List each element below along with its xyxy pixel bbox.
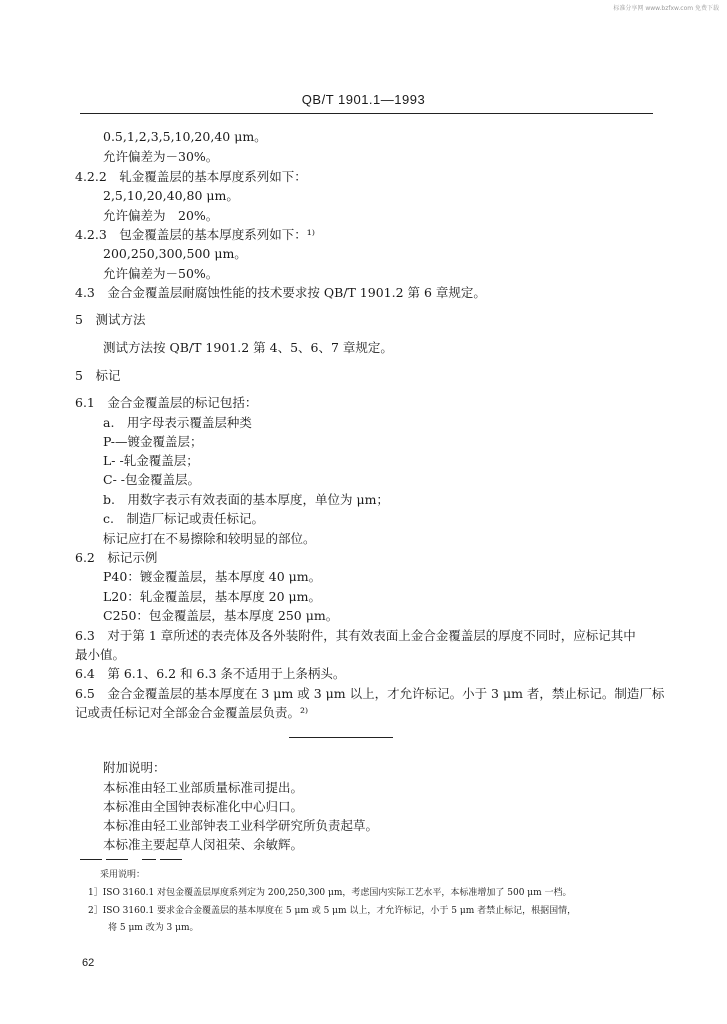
footnote-rule-4	[160, 859, 182, 860]
tolerance-rolled: 允许偏差为 20%。	[103, 208, 219, 223]
clause-4-3: 4.3 金合金覆盖层耐腐蚀性能的技术要求按 QB/T 1901.2 第 6 章规定。	[75, 285, 486, 300]
page-number: 62	[82, 957, 95, 969]
section-5-heading: 5 测试方法	[75, 312, 146, 327]
thickness-series-rolled: 2,5,10,20,40,80 μm。	[103, 188, 239, 203]
end-separator	[289, 737, 393, 738]
appendix-line-4: 本标准主要起草人闵祖荣、余敏辉。	[103, 837, 304, 852]
adoption-note-2-line2: 将 5 μm 改为 3 μm。	[108, 923, 199, 933]
item-b: b. 用数字表示有效表面的基本厚度，单位为 μm；	[103, 492, 389, 507]
thickness-series-electroplated: 0.5,1,2,3,5,10,20,40 μm。	[103, 129, 267, 144]
clause-6-3-line2: 最小值。	[75, 647, 126, 662]
section-6-heading: 5 标记	[75, 368, 121, 383]
appendix-line-3: 本标准由轻工业部钟表工业科学研究所负责起草。	[103, 818, 379, 833]
marking-position-text: 标记应打在不易擦除和较明显的部位。	[103, 531, 316, 546]
code-c: C- -包金覆盖层。	[103, 472, 200, 487]
appendix-title: 附加说明：	[103, 760, 166, 775]
tolerance-electroplated: 允许偏差为－30%。	[103, 149, 219, 164]
clause-6-4: 6.4 第 6.1、6.2 和 6.3 条不适用于上条柄头。	[75, 666, 346, 681]
footnote-rule-3	[142, 859, 156, 860]
tolerance-clad: 允许偏差为－50%。	[103, 266, 219, 281]
example-c250: C250：包金覆盖层，基本厚度 250 μm。	[103, 608, 339, 623]
clause-6-2: 6.2 标记示例	[75, 550, 158, 565]
appendix-line-1: 本标准由轻工业部质量标准司提出。	[103, 780, 304, 795]
example-p40: P40：镀金覆盖层，基本厚度 40 μm。	[103, 569, 322, 584]
clause-6-5-line1: 6.5 金合金覆盖层的基本厚度在 3 μm 或 3 μm 以上，才允许标记。小于 3 μm 者，禁止标记。制造厂标	[75, 686, 665, 701]
thickness-series-clad: 200,250,300,500 μm。	[103, 246, 247, 261]
clause-6-1: 6.1 金合金覆盖层的标记包括：	[75, 395, 258, 410]
header-rule	[80, 113, 653, 114]
adoption-note-2-line1: 2］ISO 3160.1 要求金合金覆盖层的基本厚度在 5 μm 或 5 μm 以上，才允许标记，小于 5 μm 者禁止标记，根据国情，	[88, 906, 577, 916]
example-l20: L20：轧金覆盖层，基本厚度 20 μm。	[103, 589, 322, 604]
watermark: 标准分享网 www.bzfxw.com 免费下载	[613, 5, 719, 12]
item-a: a. 用字母表示覆盖层种类	[103, 415, 252, 430]
appendix-line-2: 本标准由全国钟表标准化中心归口。	[103, 799, 304, 814]
footnote-rule-2	[106, 859, 128, 860]
clause-4-2-3: 4.2.3 包金覆盖层的基本厚度系列如下：¹⁾	[75, 227, 315, 242]
page-header: QB/T 1901.1—1993	[301, 92, 426, 107]
code-p: P-—镀金覆盖层；	[103, 434, 203, 449]
code-l: L- -轧金覆盖层；	[103, 453, 199, 468]
test-method-text: 测试方法按 QB/T 1901.2 第 4、5、6、7 章规定。	[103, 340, 393, 355]
clause-6-5-line2: 记或责任标记对全部金合金覆盖层负责。²⁾	[75, 705, 309, 720]
item-c: c. 制造厂标记或责任标记。	[103, 511, 264, 526]
adoption-note-1: 1］ISO 3160.1 对包金覆盖层厚度系列定为 200,250,300 μm，考虑国内实际工艺水平，本标准增加了 500 μm 一档。	[88, 888, 572, 898]
clause-6-3-line1: 6.3 对于第 1 章所述的表壳体及各外装附件，其有效表面上金合金覆盖层的厚度不同时，应标记其中	[75, 628, 636, 643]
clause-4-2-2: 4.2.2 轧金覆盖层的基本厚度系列如下：	[75, 169, 307, 184]
adoption-notes-title: 采用说明：	[100, 870, 146, 880]
footnote-rule-1	[80, 859, 102, 860]
